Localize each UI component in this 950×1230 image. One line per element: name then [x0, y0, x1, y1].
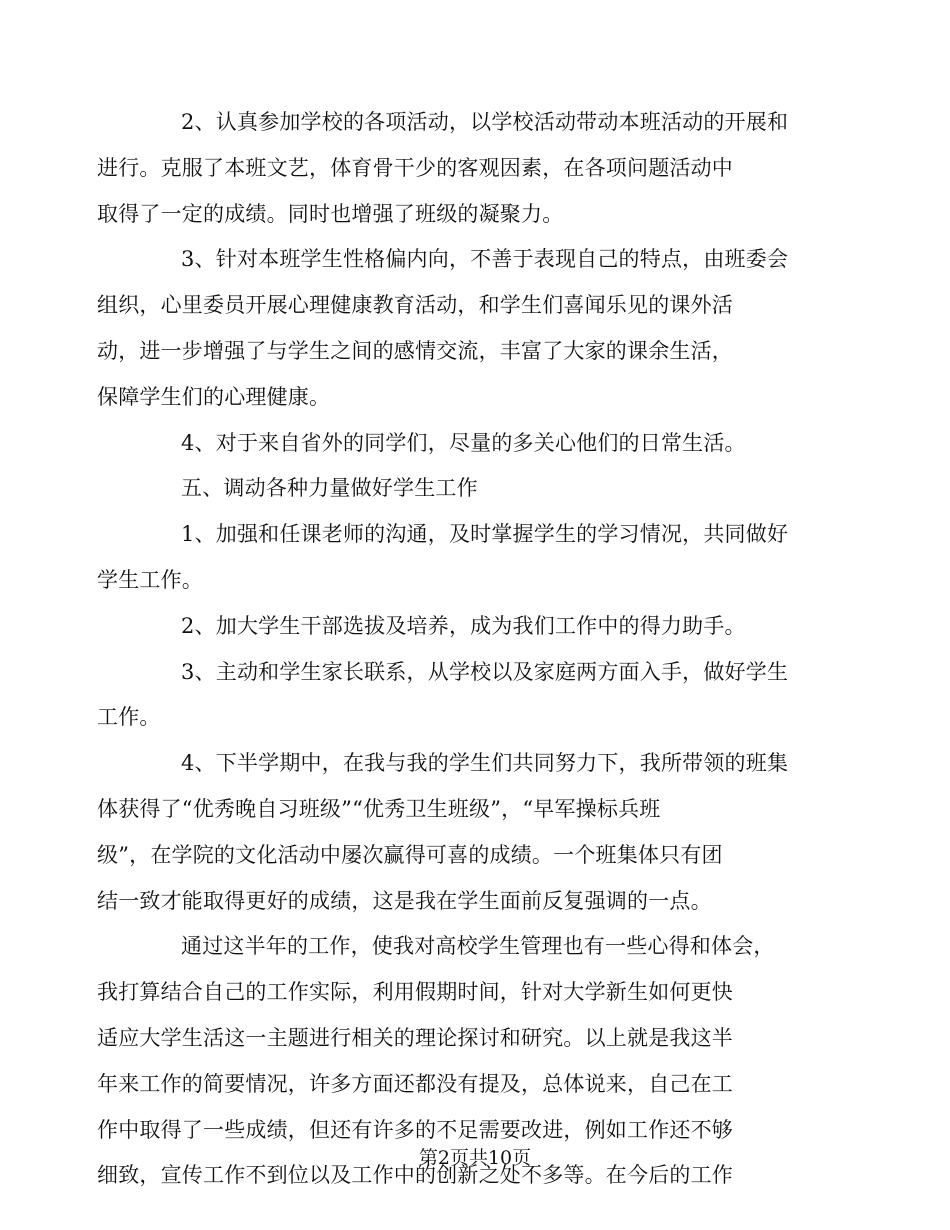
text-line: 取得了一定的成绩。同时也增强了班级的凝聚力。 [97, 201, 564, 226]
text-line: 通过这半年的工作，使我对高校学生管理也有一些心得和体会， [181, 934, 775, 959]
paragraph-teacher-communication [97, 512, 811, 604]
paragraph-parent-contact [97, 650, 811, 742]
text-line: 1、加强和任课老师的沟通，及时掌握学生的学习情况，共同做好 [181, 522, 789, 547]
paragraph-activities [97, 100, 811, 237]
text-line: 3、针对本班学生性格偏内向，不善于表现自己的特点，由班委会 [181, 247, 789, 272]
paragraph-mental-health [97, 237, 811, 420]
text-line: 保障学生们的心理健康。 [97, 384, 331, 409]
text-line: 细致，宣传工作不到位以及工作中的创新之处不多等。在今后的工作 [97, 1163, 733, 1188]
text-line: 4、下半学期中，在我与我的学生们共同努力下，我所带领的班集 [181, 751, 789, 776]
text-line: 2、加大学生干部选拔及培养，成为我们工作中的得力助手。 [181, 613, 746, 638]
document-body [97, 100, 811, 1199]
text-line: 五、调动各种力量做好学生工作 [181, 476, 478, 501]
text-line: 级”，在学院的文化活动中屡次赢得可喜的成绩。一个班集体只有团 [97, 842, 723, 867]
text-line: 2、认真参加学校的各项活动，以学校活动带动本班活动的开展和 [181, 110, 789, 134]
text-line: 3、主动和学生家长联系，从学校以及家庭两方面入手，做好学生 [181, 659, 789, 684]
page-number: 第2页共10页 [418, 1147, 532, 1169]
text-line: 适应大学生活这一主题进行相关的理论探讨和研究。以上就是我这半 [97, 1025, 733, 1050]
text-line: 体获得了“优秀晚自习班级”“优秀卫生班级”，“早军操标兵班 [97, 796, 661, 821]
paragraph-out-of-province [139, 421, 811, 467]
text-line: 作中取得了一些成绩，但还有许多的不足需要改进，例如工作还不够 [97, 1117, 733, 1142]
text-line: 我打算结合自己的工作实际，利用假期时间，针对大学新生如何更快 [97, 980, 733, 1005]
text-line: 动，进一步增强了与学生之间的感情交流，丰富了大家的课余生活， [97, 338, 733, 363]
text-line: 4、对于来自省外的同学们，尽量的多关心他们的日常生活。 [181, 430, 746, 455]
text-line: 进行。克服了本班文艺，体育骨干少的客观因素，在各项问题活动中 [97, 155, 733, 180]
text-line: 组织，心里委员开展心理健康教育活动，和学生们喜闻乐见的课外活 [97, 293, 733, 318]
section-heading-five [139, 466, 811, 512]
text-line: 结一致才能取得更好的成绩，这是我在学生面前反复强调的一点。 [97, 888, 712, 913]
paragraph-student-cadres [139, 604, 811, 650]
paragraph-class-honors [97, 741, 811, 924]
text-line: 学生工作。 [97, 567, 203, 592]
text-line: 年来工作的简要情况，许多方面还都没有提及，总体说来，自己在工 [97, 1071, 733, 1096]
text-line: 工作。 [97, 705, 161, 730]
